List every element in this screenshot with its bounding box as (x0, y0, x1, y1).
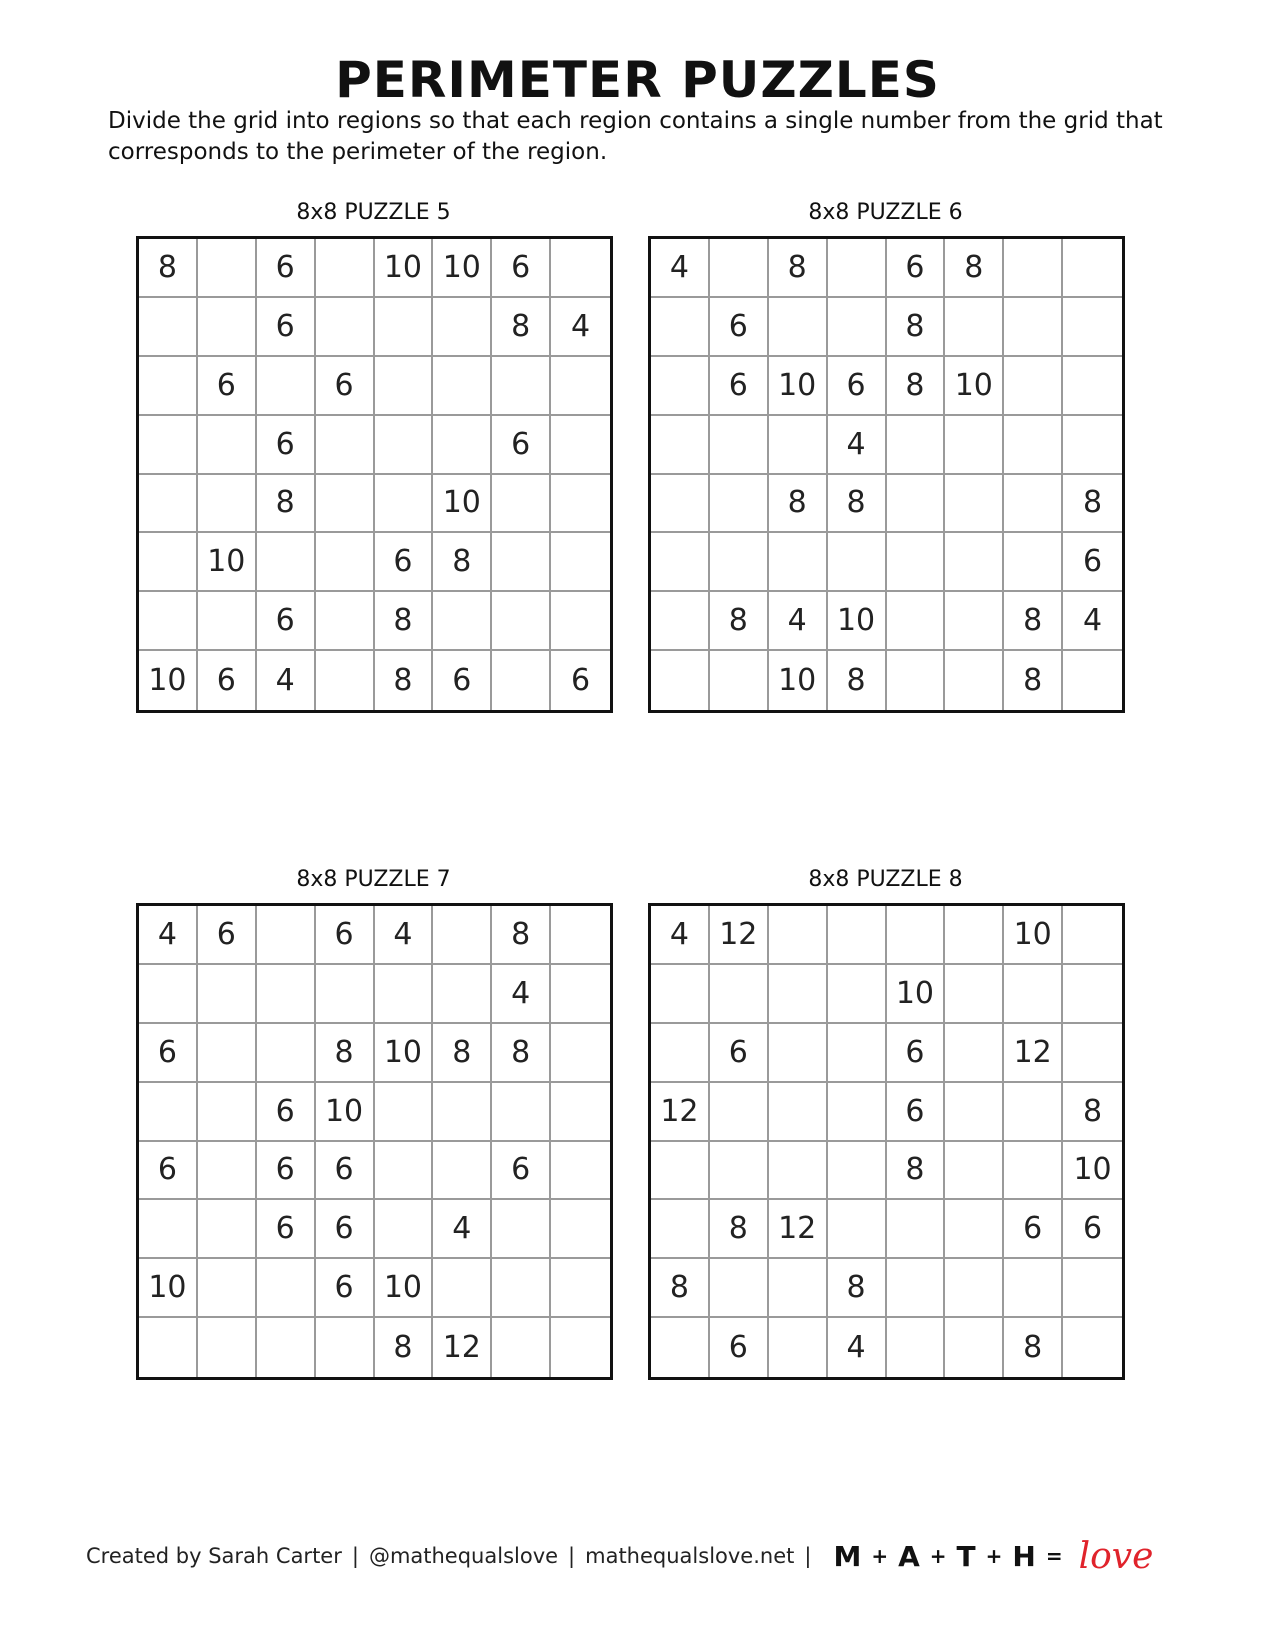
grid-cell (257, 965, 316, 1024)
grid-cell (828, 1024, 887, 1083)
grid-cell (1004, 965, 1063, 1024)
grid-cell (710, 475, 769, 534)
grid-cell (139, 592, 198, 651)
grid-cell (769, 965, 828, 1024)
grid-cell (316, 965, 375, 1024)
puzzle-6-label: 8x8 PUZZLE 6 (808, 200, 963, 225)
grid-cell (651, 1024, 710, 1083)
grid-cell (492, 1083, 551, 1142)
grid-cell (433, 592, 492, 651)
grid-cell: 10 (769, 357, 828, 416)
grid-cell (828, 533, 887, 592)
grid-cell (828, 239, 887, 298)
grid-cell (828, 965, 887, 1024)
logo-letter-m: M (833, 1539, 862, 1573)
grid-cell: 8 (492, 1024, 551, 1083)
puzzle-5-grid (136, 236, 613, 713)
grid-cell: 8 (887, 1142, 946, 1201)
grid-cell: 10 (945, 357, 1004, 416)
grid-cell (316, 298, 375, 357)
grid-cell (651, 1200, 710, 1259)
grid-cell (198, 1142, 257, 1201)
grid-cell: 4 (375, 906, 434, 965)
grid-cell (887, 475, 946, 534)
grid-cell (1063, 239, 1122, 298)
grid-cell: 6 (257, 416, 316, 475)
grid-cell: 10 (375, 1259, 434, 1318)
grid-cell: 6 (1063, 533, 1122, 592)
grid-cell: 6 (316, 906, 375, 965)
grid-cell: 10 (139, 1259, 198, 1318)
grid-cell (1063, 1259, 1122, 1318)
grid-cell (198, 1083, 257, 1142)
grid-cell (139, 1318, 198, 1377)
grid-cell (316, 1318, 375, 1377)
grid-cell: 10 (769, 651, 828, 710)
grid-cell: 8 (492, 298, 551, 357)
grid-cell: 4 (1063, 592, 1122, 651)
grid-cell (139, 475, 198, 534)
grid-cell: 4 (769, 592, 828, 651)
grid-cell (198, 592, 257, 651)
grid-cell: 8 (769, 239, 828, 298)
grid-cell (257, 533, 316, 592)
grid-cell: 10 (316, 1083, 375, 1142)
grid-cell (945, 1024, 1004, 1083)
instructions: Divide the grid into regions so that each region contains a single number from the grid that corresponds to the perimeter of the region. (108, 108, 1163, 165)
grid-cell (316, 533, 375, 592)
footer-separator: | (804, 1544, 812, 1568)
grid-cell (198, 965, 257, 1024)
logo-letter-t: T (956, 1539, 976, 1573)
grid-cell (551, 357, 610, 416)
grid-cell (492, 651, 551, 710)
grid-cell (710, 416, 769, 475)
grid-cell (828, 906, 887, 965)
grid-cell: 8 (375, 592, 434, 651)
grid-cell: 6 (710, 1318, 769, 1377)
grid-cell: 8 (375, 1318, 434, 1377)
grid-cell: 10 (1063, 1142, 1122, 1201)
grid-cell (945, 1318, 1004, 1377)
grid-cell (139, 357, 198, 416)
grid-cell: 6 (492, 1142, 551, 1201)
grid-cell (1004, 357, 1063, 416)
grid-cell: 6 (257, 592, 316, 651)
grid-cell (1063, 298, 1122, 357)
puzzle-8-label: 8x8 PUZZLE 8 (808, 867, 963, 892)
grid-cell (433, 1083, 492, 1142)
grid-cell: 6 (316, 1142, 375, 1201)
grid-cell (1063, 651, 1122, 710)
grid-cell (710, 651, 769, 710)
grid-cell (316, 239, 375, 298)
puzzle-8-grid (648, 903, 1125, 1380)
math-equals-love-logo (833, 1536, 1153, 1577)
grid-cell (887, 906, 946, 965)
grid-cell: 8 (1004, 1318, 1063, 1377)
grid-cell: 8 (828, 475, 887, 534)
grid-cell (769, 416, 828, 475)
grid-cell (1063, 357, 1122, 416)
grid-cell (769, 298, 828, 357)
grid-cell: 12 (433, 1318, 492, 1377)
grid-cell (769, 906, 828, 965)
grid-cell (651, 1318, 710, 1377)
grid-cell (945, 1259, 1004, 1318)
grid-cell (769, 1083, 828, 1142)
grid-cell (1004, 1142, 1063, 1201)
grid-cell: 6 (710, 1024, 769, 1083)
grid-cell: 10 (198, 533, 257, 592)
grid-cell: 8 (769, 475, 828, 534)
grid-cell (551, 1024, 610, 1083)
grid-cell: 6 (492, 416, 551, 475)
grid-cell: 6 (139, 1142, 198, 1201)
grid-cell (651, 475, 710, 534)
footer-separator: | (351, 1544, 359, 1568)
grid-cell (769, 1318, 828, 1377)
grid-cell (1063, 1024, 1122, 1083)
grid-cell (828, 1083, 887, 1142)
logo-letter-a: A (898, 1539, 920, 1573)
grid-cell (551, 475, 610, 534)
grid-cell (139, 965, 198, 1024)
grid-cell: 6 (375, 533, 434, 592)
logo-letter-h: H (1012, 1539, 1036, 1573)
grid-cell (1063, 1318, 1122, 1377)
grid-cell: 6 (198, 906, 257, 965)
grid-cell (257, 1259, 316, 1318)
grid-cell (945, 965, 1004, 1024)
grid-cell: 8 (1004, 651, 1063, 710)
grid-cell (710, 533, 769, 592)
page-title: PERIMETER PUZZLES (335, 51, 940, 109)
grid-cell (651, 592, 710, 651)
grid-cell (198, 1024, 257, 1083)
grid-cell (551, 239, 610, 298)
grid-cell (316, 416, 375, 475)
grid-cell (375, 475, 434, 534)
grid-cell: 8 (316, 1024, 375, 1083)
grid-cell (316, 592, 375, 651)
grid-cell (887, 1318, 946, 1377)
grid-cell: 8 (433, 533, 492, 592)
grid-cell (198, 1259, 257, 1318)
grid-cell (887, 1259, 946, 1318)
grid-cell (828, 1142, 887, 1201)
grid-cell (651, 965, 710, 1024)
grid-cell (492, 533, 551, 592)
grid-cell: 12 (651, 1083, 710, 1142)
grid-cell: 8 (257, 475, 316, 534)
grid-cell (551, 592, 610, 651)
grid-cell: 12 (710, 906, 769, 965)
grid-cell (492, 592, 551, 651)
grid-cell (945, 651, 1004, 710)
puzzle-6-grid (648, 236, 1125, 713)
grid-cell (492, 1259, 551, 1318)
grid-cell (945, 1200, 1004, 1259)
grid-cell (492, 475, 551, 534)
grid-cell (375, 965, 434, 1024)
logo-plus: + (929, 1544, 947, 1568)
footer-credit: Created by Sarah Carter (86, 1544, 342, 1568)
puzzle-5-label: 8x8 PUZZLE 5 (296, 200, 451, 225)
grid-cell: 4 (139, 906, 198, 965)
grid-cell: 10 (139, 651, 198, 710)
grid-cell (257, 357, 316, 416)
grid-cell (551, 965, 610, 1024)
grid-cell (1004, 475, 1063, 534)
grid-cell: 8 (651, 1259, 710, 1318)
grid-cell: 4 (257, 651, 316, 710)
grid-cell (945, 475, 1004, 534)
grid-cell: 10 (433, 239, 492, 298)
grid-cell (1004, 416, 1063, 475)
grid-cell (139, 1200, 198, 1259)
grid-cell (1063, 416, 1122, 475)
grid-cell (198, 239, 257, 298)
grid-cell: 4 (651, 239, 710, 298)
grid-cell (945, 1142, 1004, 1201)
grid-cell (433, 416, 492, 475)
grid-cell (945, 906, 1004, 965)
grid-cell: 6 (571, 663, 591, 699)
grid-cell (433, 965, 492, 1024)
grid-cell: 8 (492, 906, 551, 965)
footer-website: mathequalslove.net (585, 1544, 795, 1568)
grid-cell (433, 1259, 492, 1318)
grid-cell: 6 (887, 1024, 946, 1083)
grid-cell (945, 1083, 1004, 1142)
grid-cell: 4 (492, 965, 551, 1024)
grid-cell (1004, 1259, 1063, 1318)
grid-cell: 10 (828, 592, 887, 651)
grid-cell (375, 298, 434, 357)
grid-cell (710, 1142, 769, 1201)
grid-cell (433, 906, 492, 965)
grid-cell: 6 (198, 651, 257, 710)
grid-cell (1063, 965, 1122, 1024)
grid-cell (710, 965, 769, 1024)
grid-cell: 8 (710, 592, 769, 651)
grid-cell (1063, 906, 1122, 965)
grid-cell (492, 1318, 551, 1377)
grid-cell (945, 416, 1004, 475)
grid-cell (945, 533, 1004, 592)
grid-cell: 8 (828, 1259, 887, 1318)
grid-cell (651, 651, 710, 710)
grid-cell (139, 298, 198, 357)
grid-cell (945, 592, 1004, 651)
grid-cell (710, 1083, 769, 1142)
puzzle-7-grid (136, 903, 613, 1380)
grid-cell (551, 533, 610, 592)
grid-cell: 6 (257, 298, 316, 357)
grid-cell: 8 (945, 239, 1004, 298)
grid-cell: 10 (375, 239, 434, 298)
grid-cell: 8 (375, 651, 434, 710)
grid-cell (769, 1024, 828, 1083)
logo-plus: + (871, 1544, 889, 1568)
grid-cell: 8 (1004, 592, 1063, 651)
grid-cell (551, 1200, 610, 1259)
grid-cell: 6 (492, 239, 551, 298)
grid-cell (887, 1200, 946, 1259)
logo-love-script: love (1078, 1535, 1154, 1577)
grid-cell (375, 357, 434, 416)
grid-cell: 6 (710, 298, 769, 357)
grid-cell (198, 475, 257, 534)
grid-cell: 6 (887, 1083, 946, 1142)
grid-cell (433, 357, 492, 416)
grid-cell (651, 298, 710, 357)
grid-cell: 10 (1004, 906, 1063, 965)
grid-cell (198, 1318, 257, 1377)
grid-cell (139, 416, 198, 475)
grid-cell (651, 1142, 710, 1201)
grid-cell (1004, 239, 1063, 298)
grid-cell: 8 (887, 298, 946, 357)
footer-handle: @mathequalslove (368, 1544, 559, 1568)
grid-cell (551, 1259, 610, 1318)
grid-cell: 8 (887, 357, 946, 416)
grid-cell: 4 (828, 1318, 887, 1377)
grid-cell (139, 533, 198, 592)
grid-cell (375, 416, 434, 475)
footer-separator: | (568, 1544, 576, 1568)
grid-cell: 4 (651, 906, 710, 965)
grid-cell (551, 906, 610, 965)
grid-cell (828, 298, 887, 357)
grid-cell (828, 1200, 887, 1259)
grid-cell (887, 651, 946, 710)
grid-cell: 6 (433, 651, 492, 710)
grid-cell: 6 (198, 357, 257, 416)
footer (86, 1536, 1153, 1576)
grid-cell (139, 1083, 198, 1142)
grid-cell (551, 416, 610, 475)
grid-cell (433, 1142, 492, 1201)
grid-cell: 6 (1063, 1200, 1122, 1259)
grid-cell (1004, 1083, 1063, 1142)
grid-cell (198, 416, 257, 475)
grid-cell: 8 (139, 239, 198, 298)
grid-cell: 8 (433, 1024, 492, 1083)
grid-cell (651, 533, 710, 592)
grid-cell: 8 (710, 1200, 769, 1259)
grid-cell (492, 1200, 551, 1259)
grid-cell (198, 298, 257, 357)
puzzle-7-label: 8x8 PUZZLE 7 (296, 867, 451, 892)
grid-cell: 10 (887, 965, 946, 1024)
grid-cell: 4 (433, 1200, 492, 1259)
grid-cell (769, 533, 828, 592)
grid-cell: 6 (257, 239, 316, 298)
grid-cell (257, 1318, 316, 1377)
grid-cell (710, 1259, 769, 1318)
grid-cell: 8 (828, 651, 887, 710)
grid-cell (492, 357, 551, 416)
grid-cell: 8 (1063, 1083, 1122, 1142)
logo-equals: = (1045, 1544, 1063, 1568)
grid-cell (769, 1259, 828, 1318)
grid-cell: 4 (551, 298, 610, 357)
grid-cell (887, 533, 946, 592)
grid-cell: 12 (769, 1200, 828, 1259)
grid-cell (769, 1142, 828, 1201)
grid-cell (316, 475, 375, 534)
grid-cell: 12 (1004, 1024, 1063, 1083)
grid-cell: 6 (257, 1083, 316, 1142)
grid-cell: 10 (433, 475, 492, 534)
grid-cell (551, 1318, 610, 1377)
grid-cell (551, 1142, 610, 1201)
grid-cell: 6 (257, 1200, 316, 1259)
grid-cell: 6 (316, 1200, 375, 1259)
grid-cell (257, 1024, 316, 1083)
grid-cell (887, 416, 946, 475)
grid-cell (316, 651, 375, 710)
grid-cell: 4 (828, 416, 887, 475)
grid-cell: 6 (887, 239, 946, 298)
grid-cell: 10 (375, 1024, 434, 1083)
grid-cell (651, 416, 710, 475)
grid-cell: 6 (139, 1024, 198, 1083)
grid-cell (887, 592, 946, 651)
grid-cell (651, 357, 710, 416)
grid-cell: 6 (257, 1142, 316, 1201)
grid-cell (257, 906, 316, 965)
grid-cell (433, 298, 492, 357)
grid-cell (375, 1083, 434, 1142)
grid-cell: 6 (828, 357, 887, 416)
grid-cell: 6 (1004, 1200, 1063, 1259)
grid-cell (375, 1200, 434, 1259)
grid-cell: 6 (710, 357, 769, 416)
grid-cell (551, 1083, 610, 1142)
grid-cell (375, 1142, 434, 1201)
grid-cell: 8 (1063, 475, 1122, 534)
grid-cell: 6 (316, 1259, 375, 1318)
grid-cell (1004, 533, 1063, 592)
grid-cell (1004, 298, 1063, 357)
logo-plus: + (985, 1544, 1003, 1568)
grid-cell: 6 (316, 357, 375, 416)
grid-cell (710, 239, 769, 298)
grid-cell (945, 298, 1004, 357)
grid-cell (198, 1200, 257, 1259)
